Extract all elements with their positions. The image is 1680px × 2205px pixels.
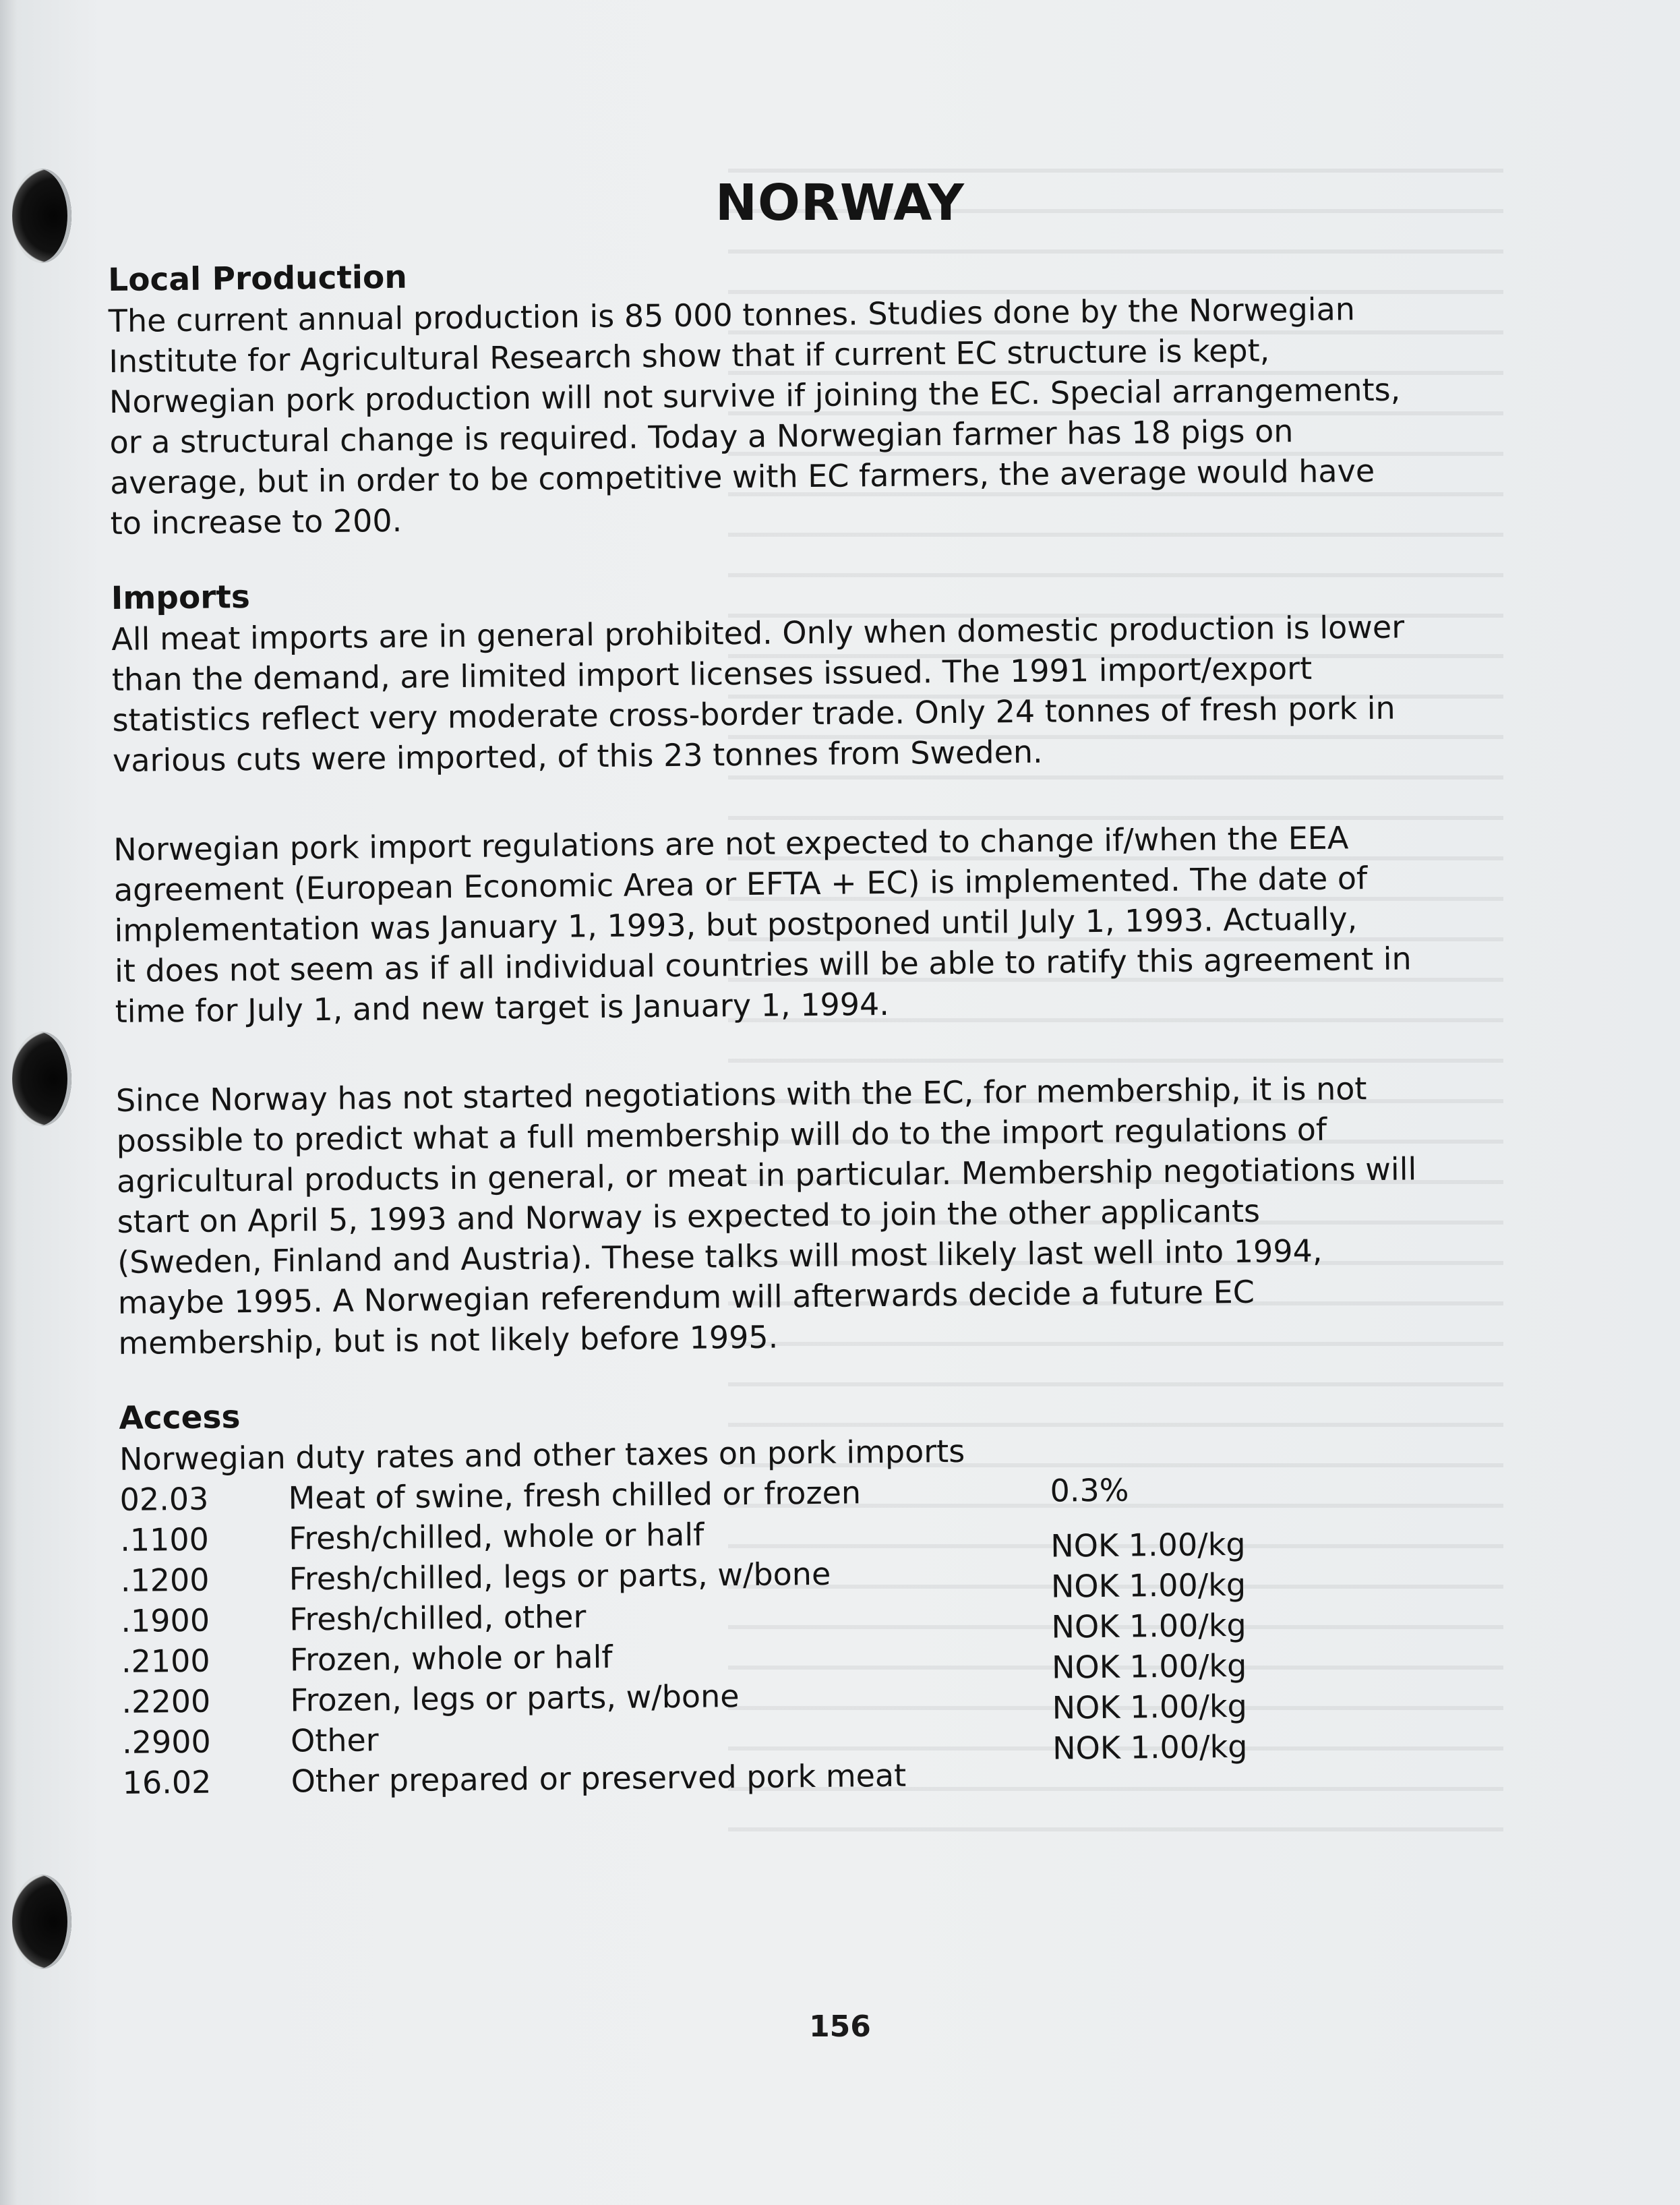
tariff-description: Other prepared or preserved pork meat — [291, 1757, 907, 1800]
text-line: possible to predict what a full membership will do to the import regulations of — [116, 1111, 1327, 1159]
text-line: (Sweden, Finland and Austria). These talks will most likely last well into 1994, — [117, 1232, 1323, 1281]
tariff-code: .2200 — [121, 1682, 211, 1720]
tariff-description: Meat of swine, fresh chilled or frozen — [288, 1474, 862, 1517]
text-line: Institute for Agricultural Research show that if current EC structure is kept, — [109, 332, 1270, 380]
tariff-description: Fresh/chilled, other — [289, 1598, 587, 1638]
text-line: various cuts were imported, of this 23 tonnes from Sweden. — [112, 733, 1043, 779]
text-line: Norwegian pork import regulations are not expected to change if/when the EEA — [113, 819, 1349, 868]
imports-paragraph-1 — [111, 606, 1501, 781]
text-line: Since Norway has not started negotiations with the EC, for membership, it is not — [115, 1070, 1367, 1119]
duty-amount: NOK 1.00/kg — [1050, 1525, 1246, 1564]
binding-edge — [0, 0, 18, 2205]
duty-amount: NOK 1.00/kg — [1050, 1566, 1247, 1605]
text-line: it does not seem as if all individual countries will be able to ratify this agreement in — [114, 940, 1412, 989]
page-title: NORWAY — [715, 174, 965, 232]
text-line: Norwegian pork production will not survive if joining the EC. Special arrangements, — [109, 371, 1401, 420]
text-line: agricultural products in general, or meat in particular. Membership negotiations will — [116, 1150, 1417, 1200]
page-number: 156 — [809, 2009, 871, 2044]
tariff-code: .1200 — [120, 1561, 210, 1599]
text-line: start on April 5, 1993 and Norway is expected to join the other applicants — [117, 1192, 1261, 1240]
tariff-code: .2100 — [121, 1642, 210, 1680]
access-intro: Norwegian duty rates and other taxes on pork imports — [119, 1432, 965, 1477]
text-line: implementation was January 1, 1993, but postponed until July 1, 1993. Actually, — [114, 900, 1358, 949]
document-body — [108, 247, 1511, 1803]
text-line: than the demand, are limited import licenses issued. The 1991 import/export — [111, 649, 1313, 698]
tariff-description: Fresh/chilled, legs or parts, w/bone — [289, 1555, 831, 1597]
tariff-code: .1900 — [121, 1601, 210, 1639]
text-line: time for July 1, and new target is January 1, 1994. — [115, 985, 890, 1030]
text-line: All meat imports are in general prohibited. Only when domestic production is lower — [111, 608, 1405, 657]
text-line: maybe 1995. A Norwegian referendum will afterwards decide a future EC — [117, 1273, 1255, 1321]
duty-amount: NOK 1.00/kg — [1052, 1687, 1248, 1726]
imports-paragraph-3 — [116, 1067, 1507, 1363]
text-line: average, but in order to be competitive with EC farmers, the average would have — [109, 452, 1375, 501]
text-line: membership, but is not likely before 1995. — [118, 1318, 779, 1361]
duty-amount: NOK 1.00/kg — [1051, 1606, 1247, 1645]
binder-hole-bottom — [12, 1875, 71, 1969]
tariff-code: .1100 — [119, 1521, 210, 1558]
tariff-code: .2900 — [121, 1723, 212, 1761]
tariff-code: 02.03 — [119, 1480, 209, 1518]
local-production-paragraph — [109, 287, 1499, 543]
tariff-description: Other — [290, 1722, 379, 1759]
text-line: statistics reflect very moderate cross-border trade. Only 24 tonnes of fresh pork in — [112, 689, 1396, 738]
tariff-description: Frozen, whole or half — [289, 1638, 613, 1678]
tariff-description: Frozen, legs or parts, w/bone — [290, 1678, 740, 1719]
binder-hole-middle — [12, 1032, 71, 1126]
tariff-description: Fresh/chilled, whole or half — [288, 1516, 704, 1557]
text-line: agreement (European Economic Area or EFTA + EC) is implemented. The date of — [113, 860, 1368, 908]
duty-table — [119, 1466, 1511, 1803]
text-line: to increase to 200. — [110, 502, 402, 541]
imports-paragraph-2 — [113, 816, 1504, 1032]
duty-rate: 0.3% — [1050, 1471, 1129, 1509]
access-heading: Access — [119, 1399, 241, 1437]
text-line: or a structural change is required. Today a Norwegian farmer has 18 pigs on — [109, 413, 1294, 461]
imports-heading: Imports — [111, 579, 251, 617]
duty-amount: NOK 1.00/kg — [1052, 1728, 1248, 1767]
text-line: The current annual production is 85 000 tonnes. Studies done by the Norwegian — [108, 291, 1356, 339]
duty-amount: NOK 1.00/kg — [1051, 1647, 1247, 1686]
tariff-code: 16.02 — [122, 1763, 212, 1801]
local-production-heading: Local Production — [108, 258, 408, 299]
